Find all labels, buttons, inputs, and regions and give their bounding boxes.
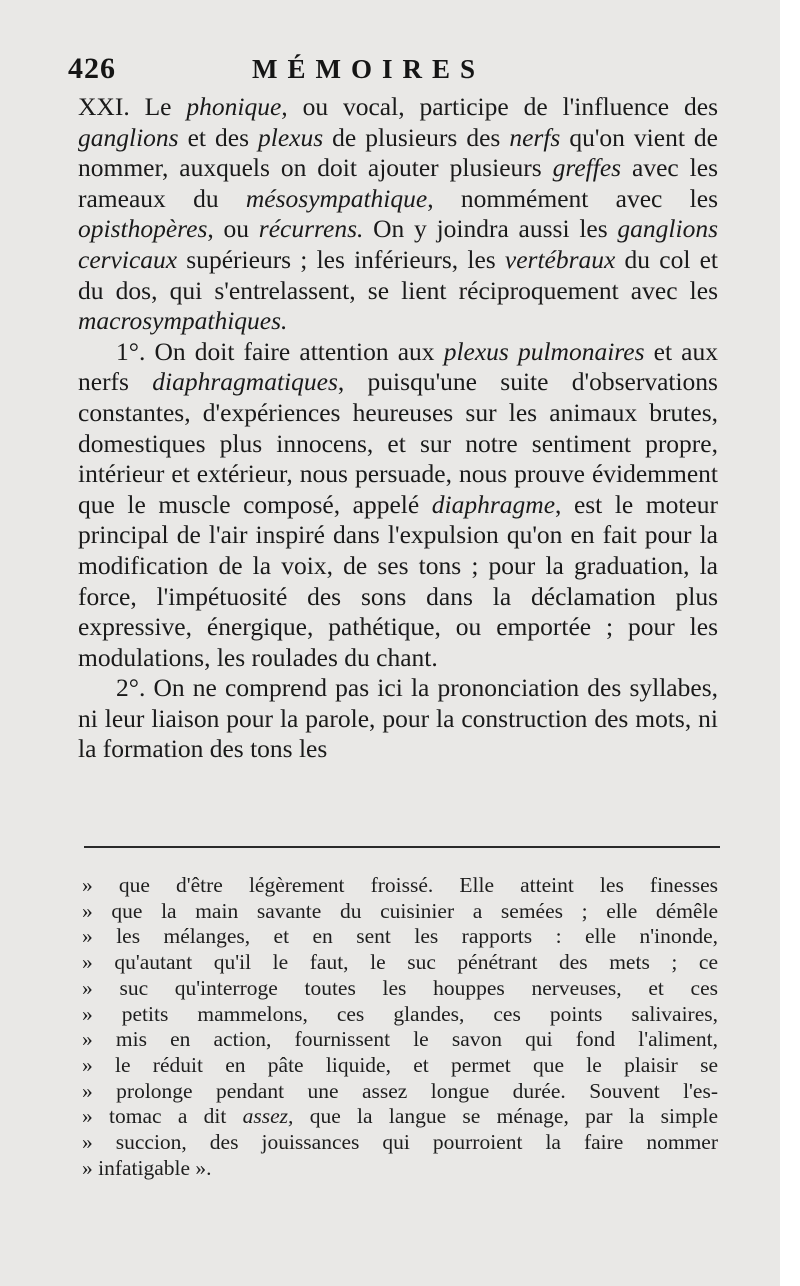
text-run: et des [178, 122, 259, 152]
italic-term: ganglions cervicaux [78, 214, 718, 274]
running-title: MÉMOIRES [252, 54, 486, 84]
text-run: 2°. On ne comprend pas ici la prononciation des syllabes, ni leur liaison pour la parole, pour la construction des mots, ni la formation des tons les [78, 673, 718, 764]
italic-term: plexus pulmonaires [443, 336, 645, 366]
footnote-line: » le réduit en pâte liquide, et permet que le plaisir se [82, 1052, 718, 1077]
page-number: 426 [68, 52, 116, 85]
italic-term: ganglions [78, 122, 179, 152]
text-run: avec les rameaux du [78, 153, 718, 213]
text-run: ou vocal, participe de l'influence des [287, 92, 719, 121]
paragraph-2 [78, 673, 718, 765]
main-text [78, 92, 718, 765]
footnote-line [82, 1104, 718, 1130]
italic-term: vertébraux [504, 244, 616, 274]
text-run: qu'on vient de nommer, auxquels on doit ajouter plusieurs [78, 122, 718, 183]
paragraph-1 [78, 337, 718, 674]
text-run: » tomac a dit [82, 1104, 243, 1129]
text-run: , puisqu'une suite d'observations constantes, d'expériences heureuses sur les animaux brutes, domestiques plus innocens, et sur notre sentiment propre, intérieur et extérieur, nous persuade, nous prouve évidemment que le muscle composé, appelé [78, 367, 718, 519]
footnote-line: » que d'être légèrement froissé. Elle atteint les finesses [82, 873, 718, 897]
footnote-line: » infatigable ». [82, 1155, 212, 1180]
text-run: , est le moteur principal de l'air inspiré dans l'expulsion qu'on en fait pour la modification de la voix, de ses tons ; pour la graduation, la force, l'impétuosité des sons dans la déclamation plus expressive, énergique, pathétique, ou emportée ; pour les modulations, les roulades du chant. [78, 489, 718, 672]
footnote-line: » les mélanges, et en sent les rapports : elle n'inonde, [82, 924, 718, 949]
footnote-line: » prolonge pendant une assez longue durée. Souvent l'es- [82, 1078, 718, 1103]
italic-term: nerfs [509, 122, 561, 152]
text-run: , nommément avec les [427, 183, 718, 213]
italic-term: assez, [242, 1104, 294, 1129]
text-run: et aux nerfs [78, 336, 718, 397]
text-run: du col et du dos, qui s'entrelassent, se lient réciproquement avec les [78, 244, 718, 305]
page-header [62, 52, 722, 92]
footnote [82, 873, 718, 1181]
italic-term: mésosympathique [245, 183, 428, 213]
italic-term: diaphragme [431, 489, 556, 519]
text-run: On y joindra aussi les [363, 214, 618, 244]
footnote-rule [84, 846, 720, 848]
text-run: , ou [207, 214, 259, 244]
italic-term: diaphragmatiques [152, 367, 338, 397]
italic-term: récurrens. [258, 214, 364, 244]
italic-term: opisthopères [78, 214, 208, 244]
paragraph-xxi [78, 92, 718, 337]
footnote-line: » suc qu'interroge toutes les houppes nerveuses, et ces [82, 975, 718, 1000]
text-run: que la langue se ménage, par la simple [293, 1104, 718, 1129]
text-run: 1°. On doit faire attention aux [116, 336, 444, 366]
footnote-line: » qu'autant qu'il le faut, le suc pénétrant des mets ; ce [82, 950, 718, 975]
text-run: XXI. Le [78, 92, 187, 121]
footnote-line: » que la main savante du cuisinier a semées ; elle démêle [82, 898, 718, 923]
footnote-line: » mis en action, fournissent le savon qui fond l'aliment, [82, 1027, 718, 1052]
footnote-line: » petits mammelons, ces glandes, ces points salivaires, [82, 1001, 718, 1026]
text-run: de plusieurs des [323, 122, 510, 152]
italic-term: greffes [552, 153, 622, 183]
text-run: supérieurs ; les inférieurs, les [177, 244, 505, 274]
italic-term: phonique, [186, 92, 288, 121]
italic-term: plexus [258, 122, 324, 152]
footnote-line: » succion, des jouissances qui pourroient la faire nommer [82, 1130, 718, 1155]
italic-term: macrosympathiques. [78, 306, 288, 336]
